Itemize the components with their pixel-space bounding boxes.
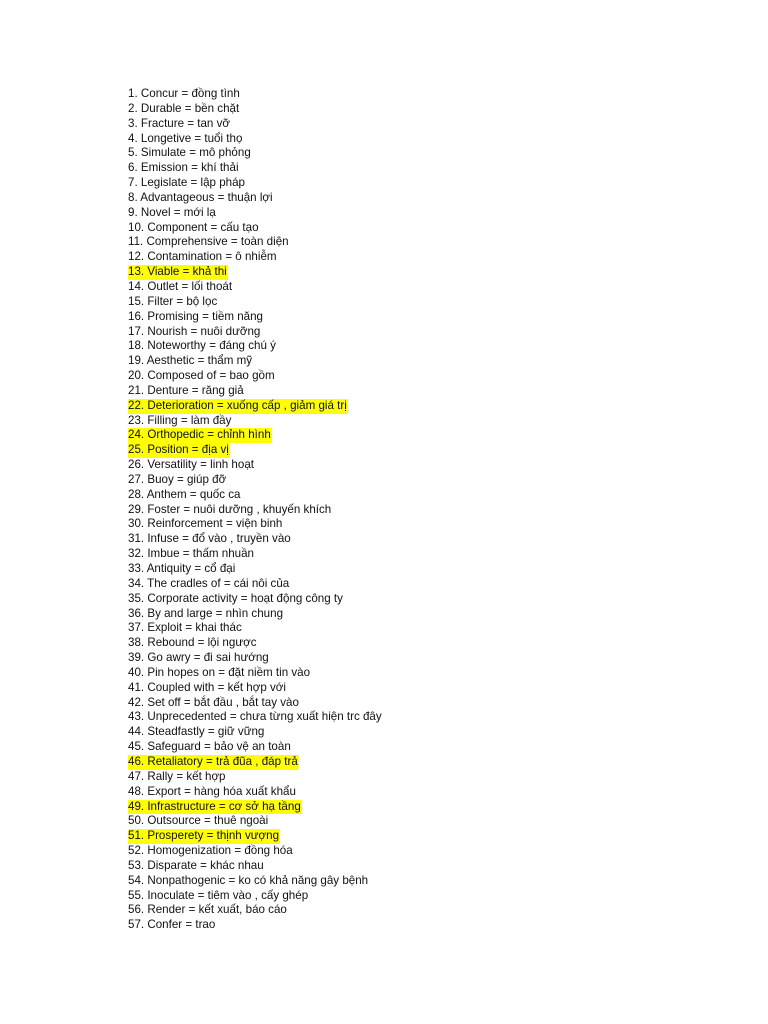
list-item-text: 54. Nonpathogenic = ko có khả năng gây bệnh bbox=[128, 873, 369, 887]
list-item-text: 35. Corporate activity = hoạt động công ty bbox=[128, 591, 343, 605]
highlighted-list-item bbox=[128, 755, 383, 770]
list-item-text: 55. Inoculate = tiêm vào , cấy ghép bbox=[128, 888, 309, 902]
list-item bbox=[128, 117, 383, 132]
list-item bbox=[128, 577, 383, 592]
list-item-text: 16. Promising = tiềm năng bbox=[128, 309, 264, 323]
list-item bbox=[128, 517, 383, 532]
list-item bbox=[128, 651, 383, 666]
list-item-text: 27. Buoy = giúp đỡ bbox=[128, 472, 227, 486]
list-item-text: 20. Composed of = bao gồm bbox=[128, 369, 275, 383]
list-item bbox=[128, 161, 383, 176]
list-item bbox=[128, 903, 383, 918]
list-item bbox=[128, 191, 383, 206]
list-item bbox=[128, 146, 383, 161]
list-item bbox=[128, 592, 383, 607]
list-item bbox=[128, 859, 383, 874]
list-item-text: 1. Concur = đồng tình bbox=[128, 87, 240, 100]
list-item-text: 48. Export = hàng hóa xuất khẩu bbox=[128, 784, 296, 798]
list-item-text: 30. Reinforcement = viện binh bbox=[128, 517, 283, 531]
list-item bbox=[128, 369, 383, 384]
list-item bbox=[128, 414, 383, 429]
list-item-text: 9. Novel = mới lạ bbox=[128, 205, 216, 219]
list-item-text: 12. Contamination = ô nhiễm bbox=[128, 250, 277, 264]
list-item bbox=[128, 102, 383, 117]
list-item-text: 17. Nourish = nuôi dưỡng bbox=[128, 324, 261, 338]
list-item bbox=[128, 874, 383, 889]
list-item bbox=[128, 280, 383, 295]
list-item-text: 49. Infrastructure = cơ sở hạ tầng bbox=[128, 799, 301, 813]
list-item-text: 50. Outsource = thuê ngoài bbox=[128, 814, 269, 828]
list-item-text: 25. Position = địa vị bbox=[128, 443, 229, 457]
list-item-text: 32. Imbue = thấm nhuần bbox=[128, 547, 255, 561]
list-item-text: 10. Component = cấu tạo bbox=[128, 220, 259, 234]
list-item bbox=[128, 235, 383, 250]
list-item bbox=[128, 607, 383, 622]
list-item-text: 34. The cradles of = cái nôi của bbox=[128, 576, 290, 590]
highlighted-list-item bbox=[128, 829, 383, 844]
list-item-text: 29. Foster = nuôi dưỡng , khuyến khích bbox=[128, 502, 332, 516]
list-item bbox=[128, 562, 383, 577]
list-item bbox=[128, 310, 383, 325]
list-item bbox=[128, 176, 383, 191]
list-item-text: 45. Safeguard = bảo vệ an toàn bbox=[128, 740, 291, 754]
list-item bbox=[128, 354, 383, 369]
list-item bbox=[128, 710, 383, 725]
list-item bbox=[128, 532, 383, 547]
list-item bbox=[128, 814, 383, 829]
list-item bbox=[128, 547, 383, 562]
list-item bbox=[128, 458, 383, 473]
list-item-text: 19. Aesthetic = thẩm mỹ bbox=[128, 354, 253, 368]
list-item bbox=[128, 889, 383, 904]
list-item-text: 33. Antiquity = cổ đại bbox=[128, 562, 236, 575]
list-item-text: 31. Infuse = đổ vào , truyền vào bbox=[128, 532, 291, 546]
list-item-text: 15. Filter = bộ lọc bbox=[128, 294, 218, 308]
list-item-text: 18. Noteworthy = đáng chú ý bbox=[128, 339, 276, 353]
list-item bbox=[128, 636, 383, 651]
list-item-text: 52. Homogenization = đồng hóa bbox=[128, 844, 293, 858]
list-item-text: 57. Confer = trao bbox=[128, 918, 216, 932]
list-item-text: 22. Deterioration = xuống cấp , giảm giá trị bbox=[128, 398, 347, 412]
list-item bbox=[128, 503, 383, 518]
list-item-text: 2. Durable = bền chặt bbox=[128, 101, 240, 115]
list-item-text: 8. Advantageous = thuận lợi bbox=[128, 190, 273, 204]
list-item-text: 13. Viable = khả thi bbox=[128, 265, 227, 279]
list-item bbox=[128, 250, 383, 265]
list-item bbox=[128, 696, 383, 711]
list-item bbox=[128, 666, 383, 681]
list-item-text: 39. Go awry = đi sai hướng bbox=[128, 651, 269, 665]
list-item-text: 24. Orthopedic = chỉnh hình bbox=[128, 428, 271, 442]
list-item bbox=[128, 740, 383, 755]
list-item-text: 14. Outlet = lối thoát bbox=[128, 279, 233, 293]
list-item bbox=[128, 325, 383, 340]
vocabulary-list bbox=[128, 87, 383, 933]
list-item-text: 44. Steadfastly = giữ vững bbox=[128, 725, 265, 739]
list-item bbox=[128, 681, 383, 696]
list-item-text: 38. Rebound = lội ngược bbox=[128, 636, 257, 650]
list-item bbox=[128, 488, 383, 503]
highlighted-list-item bbox=[128, 399, 383, 414]
list-item bbox=[128, 87, 383, 102]
list-item bbox=[128, 918, 383, 933]
list-item-text: 28. Anthem = quốc ca bbox=[128, 487, 241, 501]
list-item-text: 7. Legislate = lập pháp bbox=[128, 176, 245, 190]
list-item-text: 36. By and large = nhìn chung bbox=[128, 606, 284, 620]
list-item-text: 40. Pin hopes on = đặt niềm tin vào bbox=[128, 665, 311, 679]
list-item bbox=[128, 206, 383, 221]
list-item bbox=[128, 621, 383, 636]
list-item bbox=[128, 725, 383, 740]
list-item-text: 21. Denture = răng giả bbox=[128, 383, 244, 397]
list-item-text: 5. Simulate = mô phỏng bbox=[128, 146, 251, 160]
list-item-text: 42. Set off = bắt đầu , bắt tay vào bbox=[128, 695, 299, 709]
list-item-text: 43. Unprecedented = chưa từng xuất hiện trc đây bbox=[128, 710, 382, 724]
list-item-text: 47. Rally = kết hợp bbox=[128, 769, 226, 783]
highlighted-list-item bbox=[128, 428, 383, 443]
list-item bbox=[128, 770, 383, 785]
list-item-text: 41. Coupled with = kết hợp với bbox=[128, 680, 286, 694]
highlighted-list-item bbox=[128, 800, 383, 815]
list-item-text: 4. Longetive = tuổi thọ bbox=[128, 131, 243, 145]
list-item-text: 46. Retaliatory = trả đũa , đáp trả bbox=[128, 754, 298, 768]
list-item-text: 51. Prosperety = thịnh vượng bbox=[128, 829, 280, 843]
list-item-text: 11. Comprehensive = toàn diện bbox=[128, 235, 289, 249]
list-item bbox=[128, 844, 383, 859]
list-item-text: 37. Exploit = khai thác bbox=[128, 621, 242, 635]
highlighted-list-item bbox=[128, 443, 383, 458]
list-item bbox=[128, 339, 383, 354]
list-item-text: 56. Render = kết xuất, báo cáo bbox=[128, 903, 287, 917]
list-item bbox=[128, 473, 383, 488]
list-item-text: 6. Emission = khí thải bbox=[128, 161, 239, 175]
list-item bbox=[128, 384, 383, 399]
list-item bbox=[128, 221, 383, 236]
list-item bbox=[128, 295, 383, 310]
list-item-text: 26. Versatility = linh hoạt bbox=[128, 458, 254, 472]
highlighted-list-item bbox=[128, 265, 383, 280]
list-item-text: 23. Filling = làm đầy bbox=[128, 413, 232, 427]
list-item-text: 3. Fracture = tan vỡ bbox=[128, 116, 231, 130]
list-item-text: 53. Disparate = khác nhau bbox=[128, 858, 264, 872]
list-item bbox=[128, 785, 383, 800]
list-item bbox=[128, 132, 383, 147]
